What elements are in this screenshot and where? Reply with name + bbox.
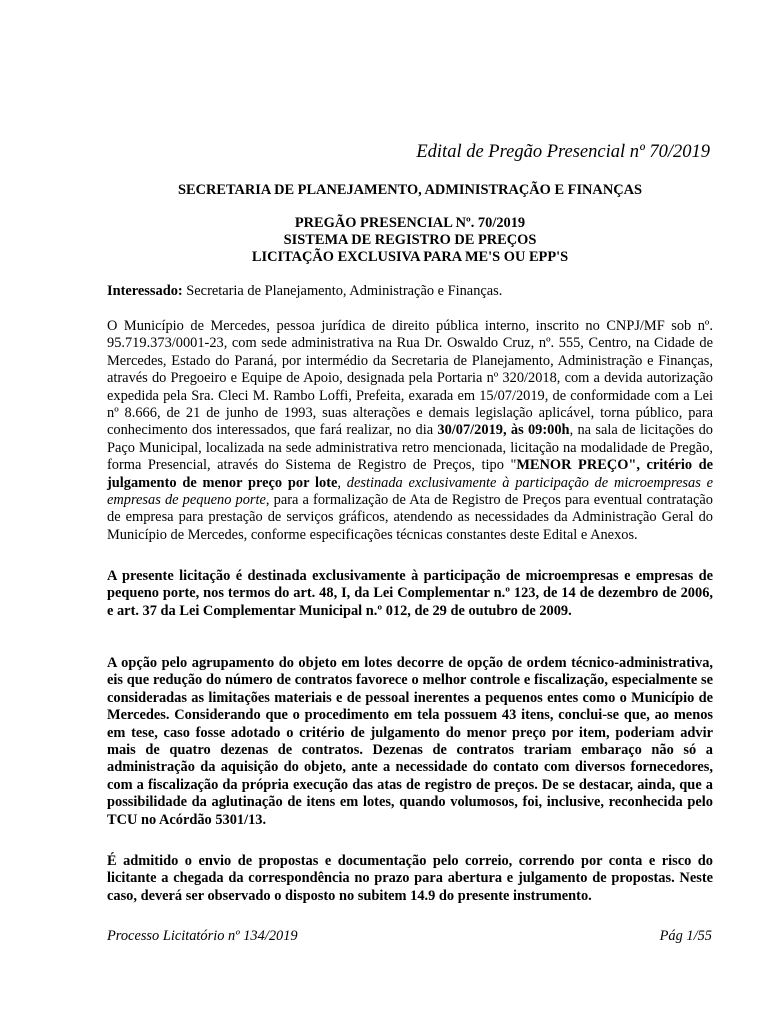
licitacao-heading: LICITAÇÃO EXCLUSIVA PARA ME'S OU EPP'S: [251, 249, 569, 265]
agrupamento-paragraph: A opção pelo agrupamento do objeto em lotes decorre de opção de ordem técnico-administrativa, eis que redução do número de contratos favorece o melhor controle e fiscalização, especialmente se consideradas as limitações materiais e de pessoal inerentes a pequenos entes como o Município de Mercedes. Considerando que o procedimento em tela possuem 43 itens, conclui-se que, ao menos em tese, caso fosse adotado o critério de julgamento do menor preço por item, poderiam advir mais de quatro dezenas de contratos. Dezenas de contratos trariam embaraço não só a administração da aquisição do objeto, ante a necessidade do contato com diversos fornecedores, com a fiscalização da própria execução das atas de registro de preços. De se destacar, ainda, que a possibilidade da aglutinação de itens em lotes, quando volumosos, foi, inclusive, reconhecida pelo TCU no Acórdão 5301/13.: [107, 655, 713, 828]
interessado-line: [107, 283, 713, 300]
intro-tipo: MENOR PREÇO", critério de julgamento de menor preço por lote: [107, 457, 713, 491]
secretaria-heading: SECRETARIA DE PLANEJAMENTO, ADMINISTRAÇÃO E FINANÇAS: [177, 182, 643, 198]
intro-date: 30/07/2019, às 09:00h: [437, 422, 570, 439]
interessado-label: Interessado:: [107, 283, 183, 299]
sistema-heading: SISTEMA DE REGISTRO DE PREÇOS: [283, 232, 537, 248]
pregao-heading: PREGÃO PRESENCIAL Nº. 70/2019: [294, 215, 526, 231]
exclusividade-paragraph: A presente licitação é destinada exclusivamente à participação de microempresas e empresas de pequeno porte, nos termos do art. 48, I, da Lei Complementar n.º 123, de 14 de dezembro de 2006, e art. 37 da Lei Complementar Municipal n.º 012, de 29 de outubro de 2009.: [107, 568, 713, 619]
interessado-value: Secretaria de Planejamento, Administração e Finanças.: [182, 283, 503, 299]
footer-page-number: Pág 1/55: [659, 928, 712, 944]
intro-part1: O Município de Mercedes, pessoa jurídica de direito pública interno, inscrito no CNPJ/MF sob nº. 95.719.373/0001-23, com sede administrativa na Rua Dr. Oswaldo Cruz, nº. 555, Centro, na Cidade de Mercedes, Estado do Paraná, por intermédio da Secretaria de Planejamento, Administração e Finanças, através do Pregoeiro e Equipe de Apoio, designada pela Portaria nº 320/2018, com a devida autorização expedida pela Sra. Cleci M. Rambo Loffi, Prefeita, exarada em 15/07/2019, de conformidade com a Lei nº 8.666, de 21 de junho de 1993, suas alterações e demais legislação aplicável, torna público, para conhecimento dos interessados, que fará realizar, no dia: [107, 318, 713, 439]
footer-processo: Processo Licitatório nº 134/2019: [107, 928, 298, 944]
edital-title: Edital de Pregão Presencial nº 70/2019: [416, 142, 710, 162]
intro-part4: , para a formalização de Ata de Registro de Preços para eventual contratação de empresa para prestação de serviços gráficos, atendendo as necessidades da Administração Geral do Município de Mercedes, conforme especificações técnicas constantes deste Edital e Anexos.: [107, 492, 713, 543]
intro-paragraph: [107, 318, 713, 544]
intro-italic: destinada exclusivamente à participação de microempresas e empresas de pequeno porte: [107, 474, 713, 509]
correio-paragraph: É admitido o envio de propostas e documentação pelo correio, correndo por conta e risco do licitante a chegada da correspondência no prazo para abertura e julgamento de propostas. Neste caso, deverá ser observado o disposto no subitem 14.9 do presente instrumento.: [107, 853, 713, 904]
intro-part3: ,: [337, 474, 347, 491]
intro-part2: , na sala de licitações do Paço Municipal, localizada na sede administrativa retro mencionada, licitação na modalidade de Pregão, forma Presencial, através do Sistema de Registro de Preços, tipo ": [107, 422, 713, 474]
